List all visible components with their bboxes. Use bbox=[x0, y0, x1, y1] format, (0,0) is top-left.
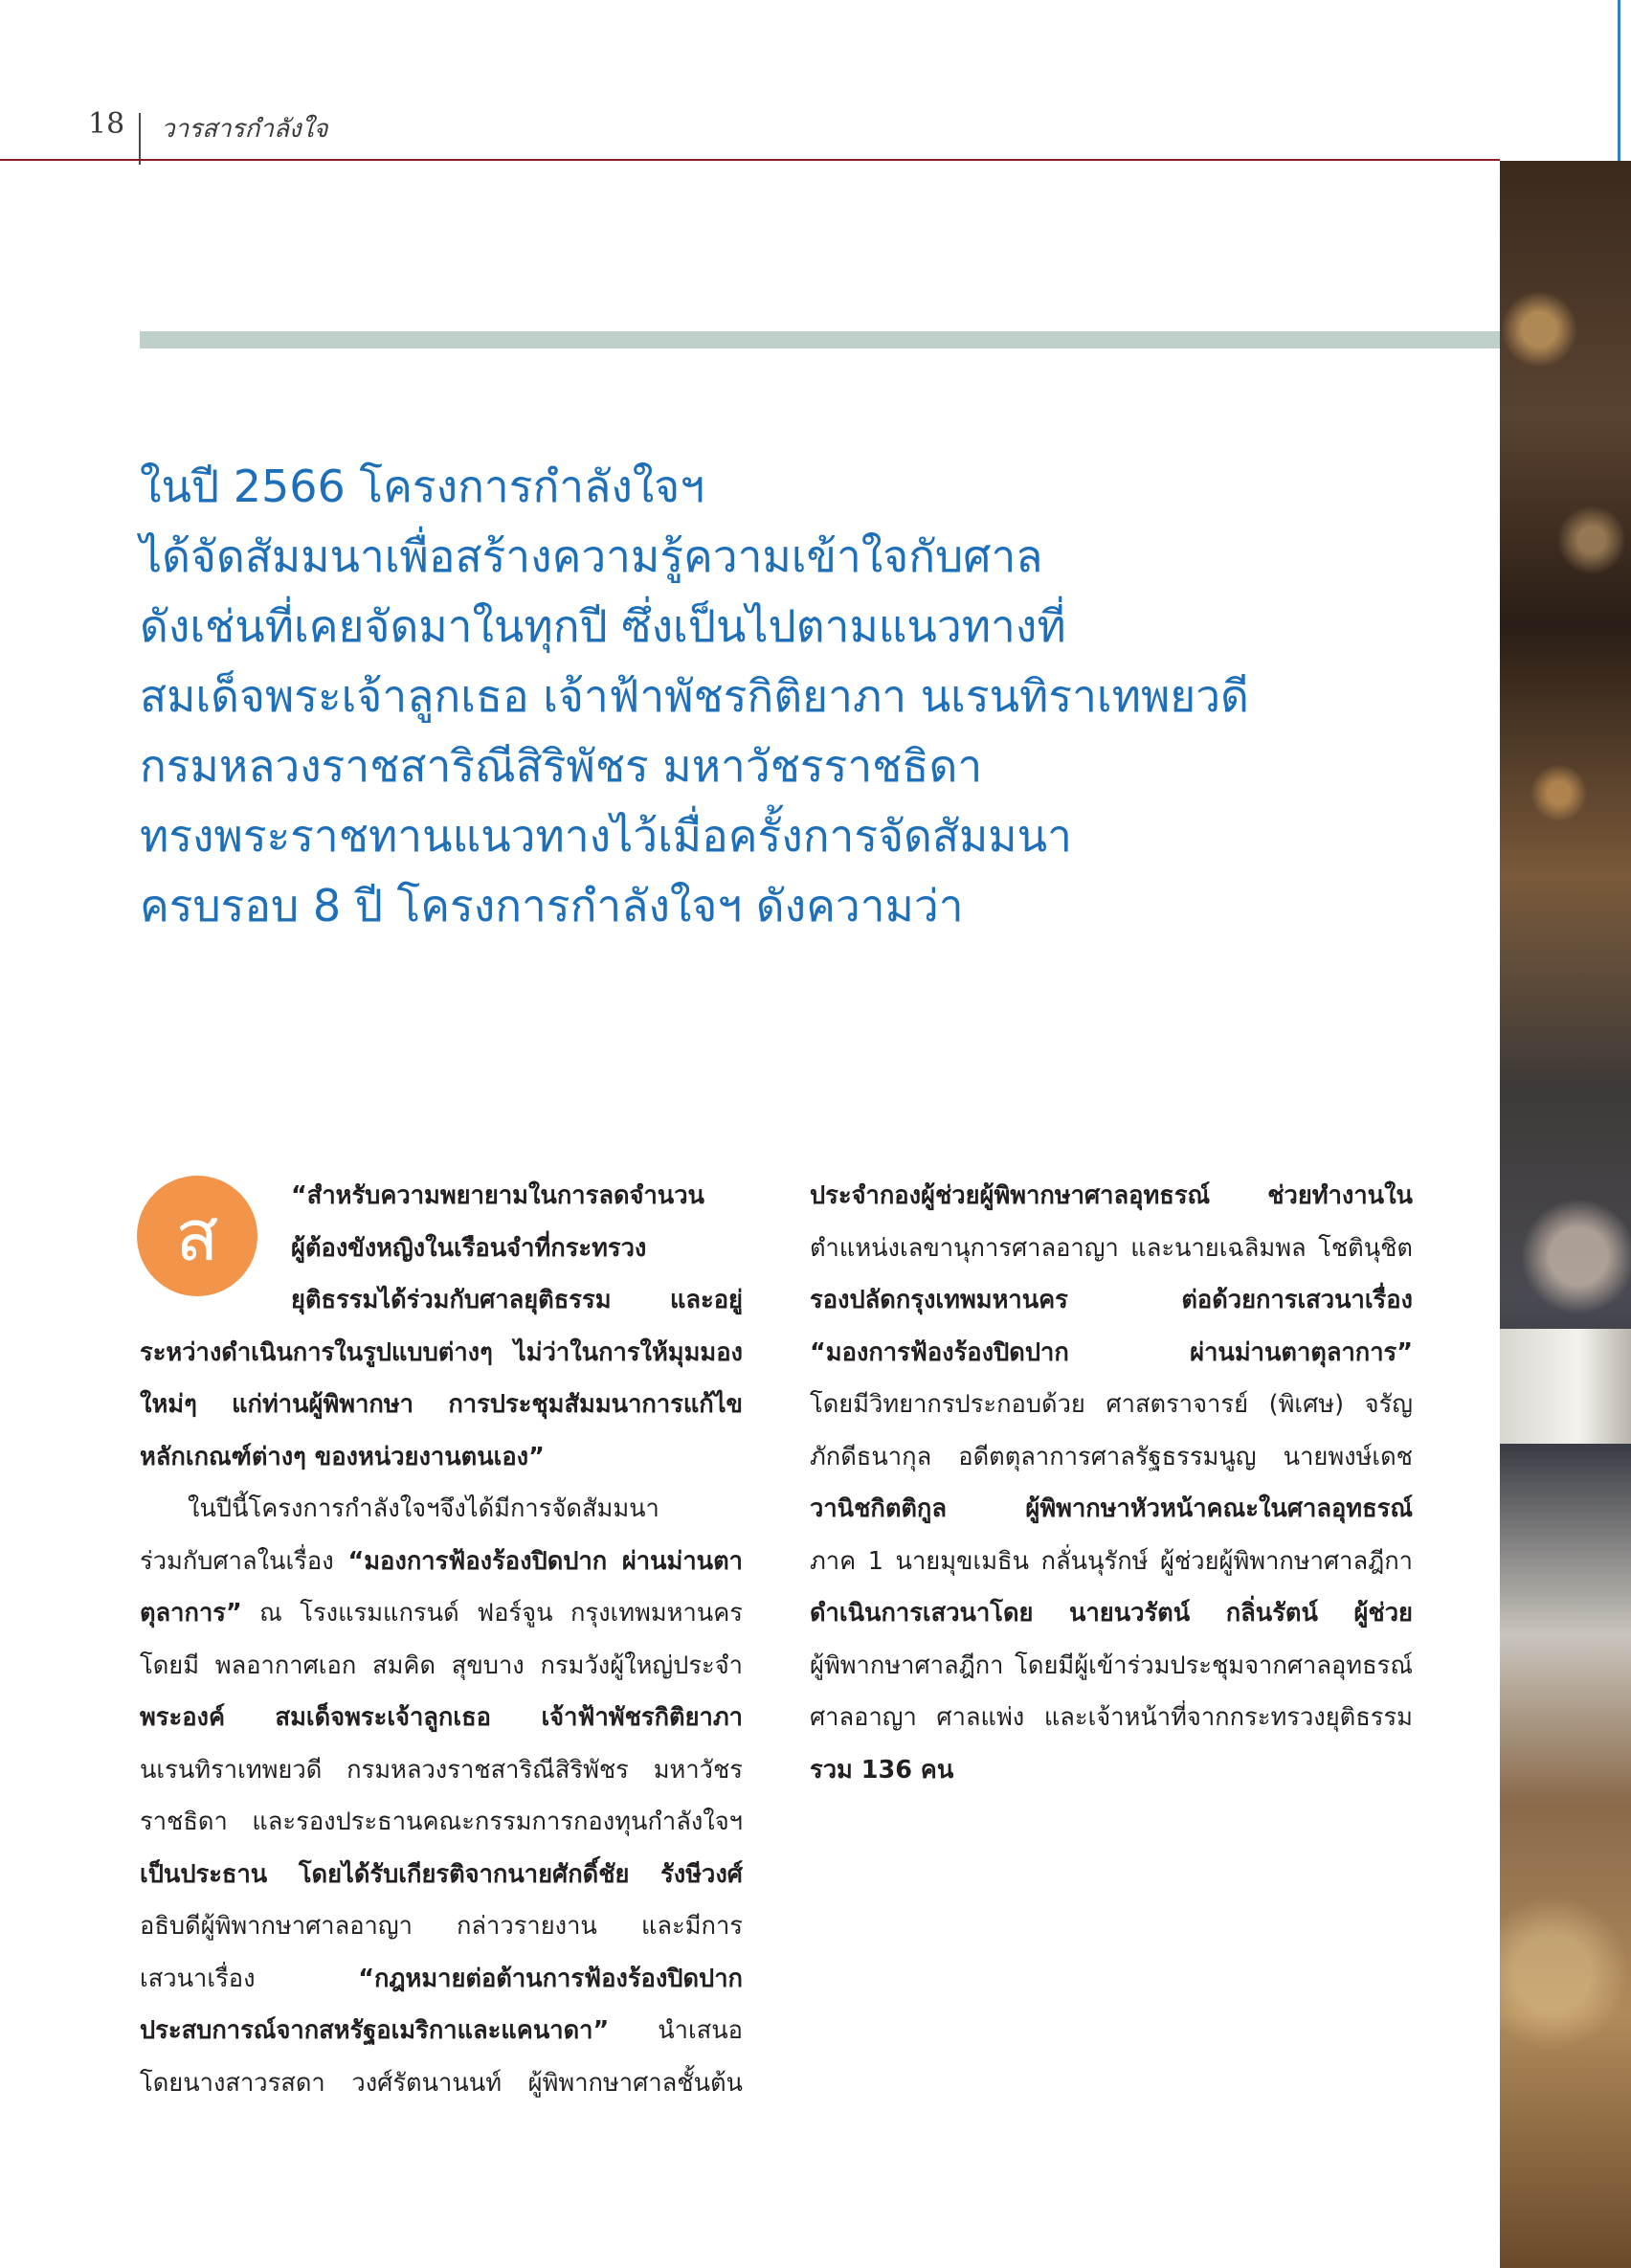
article-line bbox=[810, 1223, 1413, 1275]
line-text: “มองการฟ้องร้องปิดปาก ผ่านม่านตาตุลาการ” bbox=[810, 1337, 1413, 1367]
intro-line: ในปี 2566 โครงการกำลังใจฯ bbox=[140, 460, 705, 512]
article-line bbox=[810, 1431, 1413, 1484]
line-text: ตำแหน่งเลขานุการศาลอาญา และนายเฉลิมพล โชตินุชิต bbox=[810, 1233, 1413, 1263]
line-text-bold: “กฎหมายต่อต้านการฟ้องร้องปิดปาก bbox=[358, 1964, 743, 1993]
line-text: ผู้ต้องขังหญิงในเรือนจำที่กระทรวง bbox=[291, 1233, 647, 1263]
line-text-bold: ประสบการณ์จากสหรัฐอเมริกาและแคนาดา” bbox=[140, 2016, 610, 2045]
seminar-photo-strip bbox=[1500, 161, 1631, 2268]
line-text: “สำหรับความพยายามในการลดจำนวน bbox=[291, 1181, 704, 1210]
line-text: ศาลอาญา ศาลแพ่ง และเจ้าหน้าที่จากกระทรวงยุติธรรม bbox=[810, 1703, 1413, 1732]
line-text: ประจำกองผู้ช่วยผู้พิพากษาศาลอุทธรณ์ ช่วยทำงานใน bbox=[810, 1181, 1413, 1210]
article-line bbox=[140, 1692, 743, 1744]
article-line bbox=[810, 1692, 1413, 1744]
article-column-right bbox=[810, 1170, 1413, 1796]
line-text: ภักดีธนากุล อดีตตุลาการศาลรัฐธรรมนูญ นายพงษ์เดช bbox=[810, 1442, 1413, 1471]
article-line bbox=[810, 1327, 1413, 1380]
article-line bbox=[810, 1536, 1413, 1588]
intro-line: ครบรอบ 8 ปี โครงการกำลังใจฯ ดังความว่า bbox=[140, 880, 964, 932]
article-line bbox=[140, 1327, 743, 1380]
article-line bbox=[140, 1170, 743, 1223]
top-right-edge-rule bbox=[1618, 0, 1620, 161]
article-line bbox=[810, 1379, 1413, 1431]
line-text: หลักเกณฑ์ต่างๆ ของหน่วยงานตนเอง” bbox=[140, 1442, 545, 1471]
line-text: ผู้พิพากษาศาลฎีกา โดยมีผู้เข้าร่วมประชุมจากศาลอุทธรณ์ bbox=[810, 1650, 1413, 1680]
page-number: 18 bbox=[88, 107, 125, 141]
line-text-bold: “มองการฟ้องร้องปิดปาก ผ่านม่านตา bbox=[347, 1546, 743, 1576]
article-line bbox=[810, 1274, 1413, 1327]
line-text: ร่วมกับศาลในเรื่อง bbox=[140, 1546, 348, 1576]
intro-line: ดังเช่นที่เคยจัดมาในทุกปี ซึ่งเป็นไปตามแนวทางที่ bbox=[140, 600, 1066, 652]
article-line bbox=[810, 1587, 1413, 1640]
article-line bbox=[140, 1900, 743, 1953]
line-text: ภาค 1 นายมุขเมธิน กลั่นนุรักษ์ ผู้ช่วยผู้พิพากษาศาลฎีกา bbox=[810, 1546, 1413, 1576]
intro-line: ได้จัดสัมมนาเพื่อสร้างความรู้ความเข้าใจกับศาล bbox=[140, 530, 1043, 582]
article-line bbox=[140, 1379, 743, 1431]
article-line bbox=[810, 1170, 1413, 1223]
line-text: พระองค์ สมเด็จพระเจ้าลูกเธอ เจ้าฟ้าพัชรกิติยาภา bbox=[140, 1703, 743, 1732]
article-line bbox=[140, 1587, 743, 1640]
intro-line: กรมหลวงราชสาริณีสิริพัชร มหาวัชรราชธิดา bbox=[140, 740, 983, 792]
magazine-name: วารสารกำลังใจ bbox=[161, 115, 328, 144]
article-line bbox=[140, 2005, 743, 2057]
article-line bbox=[140, 1849, 743, 1901]
article-line bbox=[810, 1744, 1413, 1797]
line-text: นเรนทิราเทพยวดี กรมหลวงราชสาริณีสิริพัชร มหาวัชร bbox=[140, 1755, 743, 1785]
line-text: เป็นประธาน โดยได้รับเกียรติจากนายศักดิ์ชัย รังษีวงศ์ bbox=[140, 1859, 743, 1889]
intro-line: สมเด็จพระเจ้าลูกเธอ เจ้าฟ้าพัชรกิติยาภา นเรนทิราเทพยวดี bbox=[140, 670, 1249, 722]
drop-cap: ส bbox=[137, 1176, 257, 1296]
line-text: ใหม่ๆ แก่ท่านผู้พิพากษา การประชุมสัมมนาการแก้ไข bbox=[140, 1390, 743, 1419]
article-line bbox=[140, 1796, 743, 1849]
line-text: โดยนางสาวรสดา วงศ์รัตนานนท์ ผู้พิพากษาศาลชั้นต้น bbox=[140, 2068, 743, 2098]
article-line bbox=[140, 1953, 743, 2006]
line-text: รองปลัดกรุงเทพมหานคร ต่อด้วยการเสวนาเรื่อง bbox=[810, 1286, 1413, 1314]
accent-bar bbox=[140, 331, 1500, 348]
line-text: ดำเนินการเสวนาโดย นายนวรัตน์ กลิ่นรัตน์ ผู้ช่วย bbox=[810, 1599, 1413, 1628]
line-text: วานิชกิตติกูล ผู้พิพากษาหัวหน้าคณะในศาลอุทธรณ์ bbox=[810, 1494, 1413, 1523]
header-rule bbox=[0, 159, 1500, 161]
line-text: ในปีนี้โครงการกำลังใจฯจึงได้มีการจัดสัมมนา bbox=[188, 1494, 659, 1523]
article-line bbox=[810, 1483, 1413, 1536]
article-line bbox=[140, 1744, 743, 1797]
line-text: ราชธิดา และรองประธานคณะกรรมการกองทุนกำลังใจฯ bbox=[140, 1808, 743, 1836]
line-text: นำเสนอ bbox=[609, 2016, 743, 2045]
line-text: รวม 136 คน bbox=[810, 1755, 954, 1785]
line-text: ณ โรงแรมแกรนด์ ฟอร์จูน กรุงเทพมหานคร bbox=[241, 1599, 743, 1628]
article-line bbox=[140, 1640, 743, 1693]
article-line bbox=[140, 1274, 743, 1327]
article-line bbox=[140, 1223, 743, 1275]
article-line bbox=[140, 1536, 743, 1588]
article-line bbox=[140, 2057, 743, 2110]
intro-line: ทรงพระราชทานแนวทางไว้เมื่อครั้งการจัดสัมมนา bbox=[140, 810, 1072, 862]
article-line bbox=[810, 1640, 1413, 1693]
line-text-bold: ตุลาการ” bbox=[140, 1599, 242, 1628]
line-text: ระหว่างดำเนินการในรูปแบบต่างๆ ไม่ว่าในการให้มุมมอง bbox=[140, 1337, 743, 1367]
line-text: อธิบดีผู้พิพากษาศาลอาญา กล่าวรายงาน และมีการ bbox=[140, 1912, 743, 1941]
article-line bbox=[140, 1431, 743, 1484]
article-column-left bbox=[140, 1170, 743, 2109]
line-text: โดยมี พลอากาศเอก สมคิด สุขบาง กรมวังผู้ใหญ่ประจำ bbox=[140, 1650, 743, 1680]
header-divider bbox=[139, 113, 141, 165]
intro-quote bbox=[140, 452, 1480, 941]
article-line bbox=[140, 1483, 743, 1536]
line-text: เสวนาเรื่อง bbox=[140, 1964, 359, 1993]
line-text: โดยมีวิทยากรประกอบด้วย ศาสตราจารย์ (พิเศษ) จรัญ bbox=[810, 1390, 1413, 1419]
line-text: ยุติธรรมได้ร่วมกับศาลยุติธรรม และอยู่ bbox=[291, 1286, 743, 1314]
